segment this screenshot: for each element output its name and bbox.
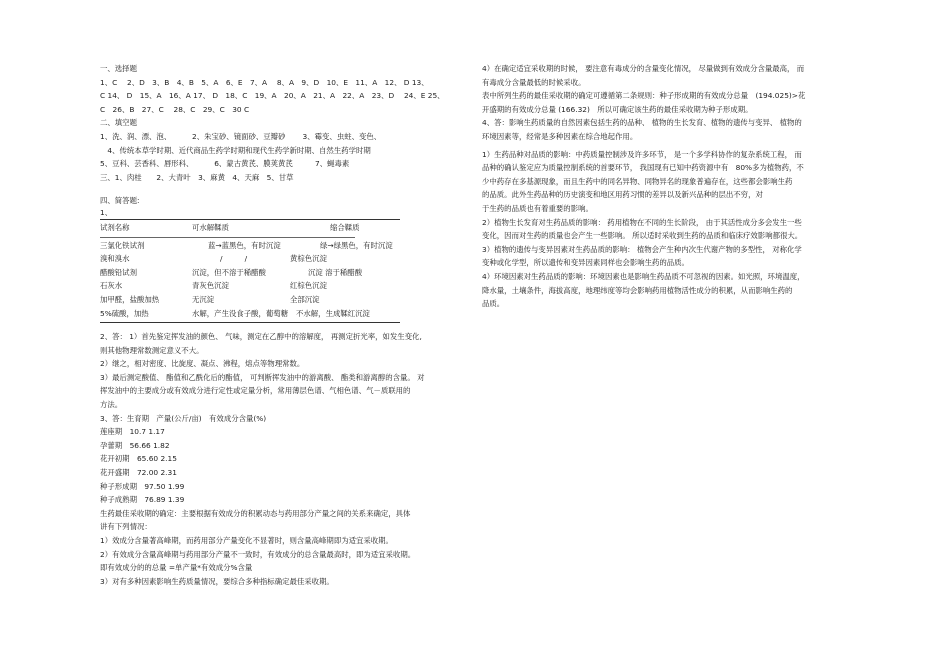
- table-row: [100, 239, 455, 253]
- answer-three-header: 3、答：生育期 产量(公斤/亩) 有效成分含量(%): [100, 413, 267, 423]
- table-cell: 5%硫酸，加热: [100, 308, 149, 318]
- table-cell: 蓝→蓝黑色，有时沉淀: [208, 240, 281, 250]
- answer-two-line: 2、答： 1）首先鉴定挥发油的颜色、 气味，测定在乙醇中的溶解度， 再测定折光率，如发生变化,: [100, 332, 422, 342]
- table-cell: 石灰水: [100, 281, 123, 291]
- table-header-cell: 缩合鞣质: [330, 222, 360, 232]
- table-row: [100, 266, 455, 280]
- table-cell: 红棕色沉淀: [290, 281, 327, 291]
- growth-stage-row: 种子成熟期 76.89 1.39: [100, 495, 185, 505]
- factor-line: 变种或化学型，所以遗传和变异因素同样也会影响生药的品质。: [482, 258, 689, 268]
- answer-two-line: 则其他物理常数测定意义不大。: [100, 345, 204, 355]
- choice-answers-line: C 26、B 27、C 28、C 29、C 30 C: [100, 104, 250, 114]
- table-header-rule: [100, 237, 355, 238]
- growth-stage-row: 孕蕾期 56.66 1.82: [100, 440, 170, 450]
- growth-stage-row: 花开盛期 72.00 2.31: [100, 468, 177, 478]
- table-bottom-rule: [100, 322, 400, 323]
- growth-stage-row: 花开初期 65.60 2.15: [100, 454, 177, 464]
- table-cell: 黄棕色沉淀: [290, 254, 327, 264]
- choice-answers-line: C 14、 D 15、A 16、A 17、 D 18、C 19、A 20、A 21、A 22、A 23、D 24、E 25、: [100, 91, 445, 101]
- fill-answers-line: 1、洗、润、漂、泡、 2、朱宝砂、镜面砂、豆瓣砂 3、霉变、虫蛀、变色、: [100, 131, 382, 141]
- table-cell: 醋酸铅试剂: [100, 267, 137, 277]
- factor-line: 2）植物生长发育对生药品质的影响： 药用植物在不同的生长阶段， 由于其活性成分多会发生一些: [482, 217, 802, 227]
- answer-two-line: 挥发油中的主要成分或有效成分进行定性或定量分析，常用薄层色谱、气相色谱、气－质联用的: [100, 386, 411, 396]
- answer-three-line: 生药最佳采收期的确定：主要根据有效成分的积累动态与药用部分产量之间的关系来确定，具体: [100, 508, 411, 518]
- left-column: [100, 62, 455, 588]
- answer-four-line: 环境因素等，经常是多种因素在综合地起作用。: [482, 131, 638, 141]
- section-three-line: 三、1、肉桂 2、大青叶 3、麻黄 4、天麻 5、甘草: [100, 172, 294, 182]
- factor-line: 1）生药品种对品质的影响：中药质量控制涉及许多环节， 是一个多学科协作的复杂系统工程， 而: [482, 149, 802, 159]
- table-cell: 沉淀 溶于稀醋酸: [308, 267, 363, 277]
- table-cell: 沉淀，但不溶于稀醋酸: [192, 267, 266, 277]
- factor-line: 变化，因而对生药的质量也会产生一些影响。 所以适时采收到生药的品质和临床疗效影响都很大。: [482, 231, 803, 241]
- answer-three-line: 1）效成分含量著高峰期，而药用部分产量变化不显著时，则含量高峰期即为适宜采收期。: [100, 536, 393, 545]
- fill-answers-line: 4、传统本草学时期、近代商品生药学时期和现代生药学新时期、自然生药学时期: [100, 145, 371, 155]
- table-cell: 加甲醛，盐酸加热: [100, 294, 160, 304]
- answer-three-line: 2）有效成分含量高峰期与药用部分产量不一致时，有效成分的总含量最高时，即为适宜采收期。: [100, 549, 416, 559]
- growth-stage-row: 莲座期 10.7 1.17: [100, 427, 165, 437]
- answer-three-line: 讲有下列情况：: [100, 522, 152, 532]
- table-cell: 三氯化铁试剂: [100, 240, 145, 250]
- factor-line: 品质。: [482, 299, 505, 309]
- factor-line: 3）植物的遗传与变异因素对生药品质的影响： 植物会产生种内次生代谢产物的多型性， 对称化学: [482, 244, 802, 254]
- factor-line: 少中药存在多基源现象，而且生药中的同名异物、同物异名的现象普遍存在，这些都会影响生药: [482, 176, 793, 186]
- table-header-row: [100, 221, 455, 235]
- table-cell: 水解，产生没食子酸，葡萄糖: [192, 308, 289, 318]
- table-cell: 绿→绿黑色，有时沉淀: [320, 240, 393, 250]
- section-fill-title: 二、填空题: [100, 118, 137, 128]
- table-row: [100, 252, 455, 266]
- table-header-cell: 可水解鞣质: [192, 222, 229, 232]
- table-cell: / /: [220, 254, 248, 264]
- table-top-rule: [100, 219, 400, 220]
- factor-line: 降水量，土壤条件，海拔高度，地理纬度等均会影响药用植物活性成分的积累，从而影响生药的: [482, 285, 793, 295]
- factor-line: 的品质。此外生药品种的历史演变和地区用药习惯的差异以及新兴品种的层出不穷，对: [482, 190, 763, 200]
- answer-two-line: 2）继之，相对密度、比旋度、凝点、沸程，熔点等物理常数。: [100, 359, 305, 369]
- section-choice-title: 一、选择题: [100, 64, 137, 73]
- factor-line: 品种的确认鉴定应为质量控制系统的首要环节， 我国现有已知中药资源中有 80%多为植物药，不: [482, 163, 804, 173]
- answer-four-line: 4、答：影响生药质量的自然因素包括生药的品种、 植物的生长发育、植物的遗传与变异、 植物的: [482, 118, 802, 128]
- table-cell: 无沉淀: [192, 294, 215, 304]
- harvest-note-line: 有毒成分含量最低的时候采收。: [482, 77, 586, 87]
- table-row: [100, 293, 455, 307]
- answer-three-line: 即有效成分的的总量 =单产量*有效成分%含量: [100, 563, 253, 573]
- right-column: [482, 62, 837, 311]
- answer-three-line: 3）对有多种因素影响生药质量情况，要综合多种指标确定最佳采收期。: [100, 576, 334, 586]
- harvest-note-line: 表中所列生药的最佳采收期的确定可遵循第二条规则：种子形成期的有效成分总量 (194.025)>花: [482, 91, 806, 101]
- table-cell: 青灰色沉淀: [192, 281, 229, 291]
- answer-two-line: 方法。: [100, 400, 123, 410]
- question-one-number: 1、: [100, 207, 113, 217]
- factor-line: 4）环境因素对生药品质的影响：环境因素也是影响生药品质不可忽视的因素。如光照，环境温度，: [482, 271, 805, 281]
- fill-answers-line: 5、豆科、芸香科、唇形科、 6、蒙古黄芪、膜荚黄芪 7、蝇毒素: [100, 159, 350, 169]
- answer-two-line: 3）最后测定酸值、 酯值和乙酰化后的酯值， 可判断挥发油中的游离酸、 酯类和游离醇的含量。 对: [100, 372, 425, 382]
- harvest-note-line: 4）在确定适宜采收期的时候， 要注意有毒成分的含量变化情况， 尽量做到有效成分含量最高， 而: [482, 64, 805, 73]
- choice-answers-line: 1、C 2、D 3、B 4、B 5、A 6、E 7、A 8、A 9、D 10、E 11、A 12、 D 13、: [100, 77, 429, 87]
- growth-stage-row: 种子形成期 97.50 1.99: [100, 481, 185, 491]
- factor-line: 于生药的品质也有着重要的影响。: [482, 203, 593, 213]
- table-cell: 溴和溴水: [100, 254, 130, 264]
- table-cell: 全部沉淀: [290, 294, 320, 304]
- table-header-cell: 试剂名称: [100, 222, 130, 232]
- table-cell: 不水解，生成鞣红沉淀: [296, 308, 370, 318]
- table-row: [100, 307, 455, 321]
- section-short-answer-title: 四、简答题:: [100, 196, 140, 206]
- table-row: [100, 279, 455, 293]
- harvest-note-line: 开盛期的有效成分总量 (166.32) 所以可确定该生药的最佳采收期为种子形成期。: [482, 104, 753, 114]
